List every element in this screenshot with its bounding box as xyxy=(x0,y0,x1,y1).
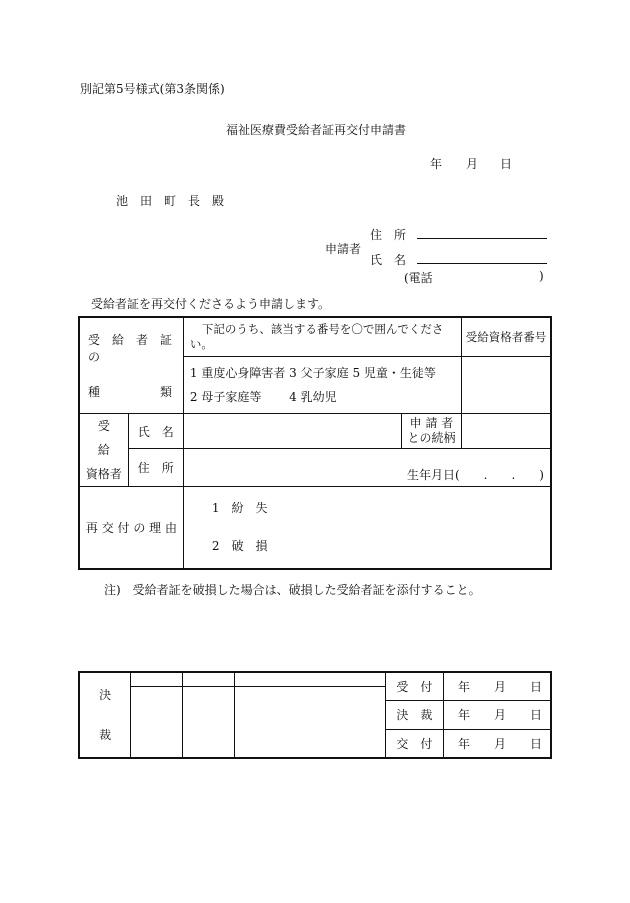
instruction-cell: 下記のうち、該当する番号を〇で囲んでくださ い。 xyxy=(183,317,461,357)
applicant-address-line[interactable] xyxy=(417,238,547,239)
qualified-name-label: 氏 名 xyxy=(128,414,183,449)
relation-label: 申 請 者 との続柄 xyxy=(401,414,461,449)
qualified-name-field[interactable] xyxy=(183,414,401,449)
approval-table xyxy=(78,671,552,759)
form-reference: 別記第5号様式(第3条関係) xyxy=(80,82,225,96)
stamp-box-3[interactable] xyxy=(234,686,385,758)
received-date[interactable]: 年 月 日 xyxy=(443,672,551,700)
date-day-label: 日 xyxy=(500,157,513,171)
certificate-type-label: 受 給 者 証 の 種 類 xyxy=(79,317,183,414)
note-text: 注) 受給者証を破損した場合は、破損した受給者証を添付すること。 xyxy=(104,583,481,597)
applicant-name-line[interactable] xyxy=(417,263,547,264)
decided-label: 決 裁 xyxy=(385,700,443,729)
applicant-label: 申請者 xyxy=(325,242,362,256)
stamp-header-3[interactable] xyxy=(234,672,385,686)
qualification-number-header: 受給資格者番号 xyxy=(462,317,551,357)
applicant-phone-open: (電話 xyxy=(404,271,433,285)
qualified-address-field[interactable] xyxy=(183,449,551,487)
applicant-address-label: 住 所 xyxy=(370,228,407,242)
stamp-header-2[interactable] xyxy=(183,672,235,686)
reason-options[interactable]: 1 紛 失 2 破 損 xyxy=(183,487,551,569)
request-text: 受給者証を再交付くださるよう申請します。 xyxy=(91,297,331,311)
qualified-address-label: 住 所 xyxy=(128,449,183,487)
issued-label: 交 付 xyxy=(385,729,443,758)
relation-field[interactable] xyxy=(462,414,551,449)
addressee: 池 田 町 長 殿 xyxy=(116,194,225,208)
received-label: 受 付 xyxy=(385,672,443,700)
stamp-box-2[interactable] xyxy=(183,686,235,758)
application-table xyxy=(78,316,552,570)
decided-date[interactable]: 年 月 日 xyxy=(443,700,551,729)
qualified-person-label: 受 給 資格者 xyxy=(79,414,128,487)
applicant-name-label: 氏 名 xyxy=(370,253,407,267)
stamp-header-1[interactable] xyxy=(131,672,183,686)
page-title: 福祉医療費受給者証再交付申請書 xyxy=(226,123,407,137)
issued-date[interactable]: 年 月 日 xyxy=(443,729,551,758)
birth-date-label: 生年月日( . . ) xyxy=(407,468,544,482)
applicant-phone-close: ) xyxy=(539,269,544,283)
qualification-number-field[interactable] xyxy=(462,357,551,414)
date-year-label: 年 xyxy=(430,157,443,171)
stamp-box-1[interactable] xyxy=(131,686,183,758)
date-month-label: 月 xyxy=(466,157,479,171)
certificate-type-options[interactable]: 1 重度心身障害者 3 父子家庭 5 児童・生徒等 2 母子家庭等 4 乳幼児 xyxy=(183,357,461,414)
approval-label: 決 裁 xyxy=(79,672,131,758)
reason-label: 再 交 付 の 理 由 xyxy=(79,487,183,569)
